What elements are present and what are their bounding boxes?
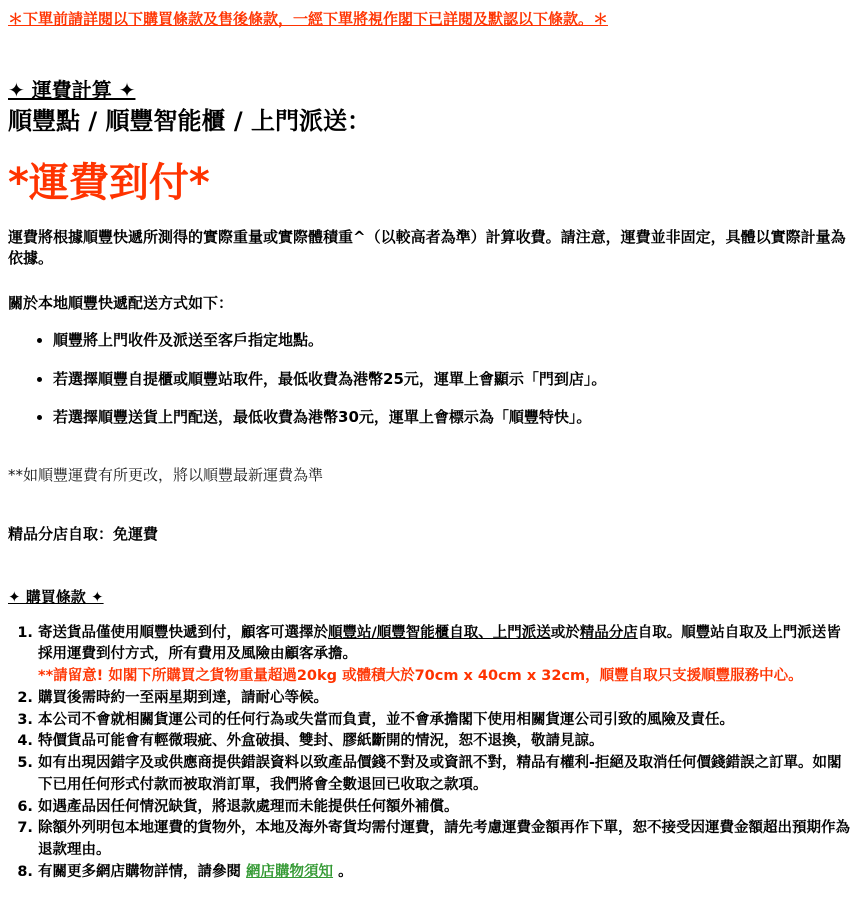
delivery-method-item: • 若選擇順豐送貨上門配送，最低收費為港幣30元，運單上會標示為「順豐特快」。 <box>53 408 853 428</box>
terms-item-5: 5. 如有出現因錯字及或供應商提供錯誤資料以致產品價錢不對及或資訊不對，精品有權利-拒絕及取消任何價錢錯誤之訂單。如閣下已用任何形式付款而被取消訂單，我們將會全數退回已收取之款項。 <box>38 753 853 797</box>
online-shopping-guide-link[interactable]: 網店購物須知 <box>246 863 334 880</box>
terms-item-1-weight-warning: **請留意! 如閣下所購買之貨物重量超過20kg 或體積大於70cm x 40cm x 32cm，順豐自取只支援順豐服務中心。 <box>38 668 803 685</box>
terms-item-8-text: 有關更多網店購物詳情，請參閱 <box>38 863 247 880</box>
delivery-method-item: • 順豐將上門收件及派送至客戶指定地點。 <box>53 331 853 351</box>
terms-item-1 <box>38 623 853 688</box>
terms-item-8-text: 。 <box>333 863 353 880</box>
shipping-fee-intro: 運費將根據順豐快遞所測得的實際重量或實際體積重^（以較高者為準）計算收費。請注意，運費並非固定，具體以實際計量為依據。 <box>8 227 846 268</box>
fee-update-note: **如順豐運費有所更改，將以順豐最新運費為準 <box>8 465 324 484</box>
shipping-calc-heading: ✦ 運費計算 ✦ <box>8 77 136 102</box>
terms-item-7: 7. 除額外列明包本地運費的貨物外，本地及海外寄貨均需付運費，請先考慮運費金額再作下單，恕不接受因運費金額超出預期作為退款理由。 <box>38 818 853 862</box>
purchase-terms-heading: ✦ 購買條款 ✦ <box>8 587 104 606</box>
terms-item-1-text: 自取。順豐站自取及上門派送皆採用運費到付方式，所有費用及風險由顧客承擔。 <box>38 624 841 663</box>
delivery-method-item: • 若選擇順豐自提櫃或順豐站取件，最低收費為港幣25元，運單上會顯示「門到店」。 <box>53 370 853 390</box>
store-pickup-free-note: 精品分店自取：免運費 <box>8 524 159 543</box>
terms-item-1-underline-sf-options: 順豐站/順豐智能櫃自取、上門派送 <box>328 624 551 641</box>
terms-item-8 <box>38 862 853 884</box>
terms-item-1-text: 或於 <box>550 624 580 641</box>
local-delivery-title: 關於本地順豐快遞配送方式如下： <box>8 294 234 313</box>
terms-item-6: 6. 如遇產品因任何情況缺貨，將退款處理而未能提供任何額外補償。 <box>38 797 853 819</box>
shipping-methods-subheading: 順豐點 / 順豐智能櫃 / 上門派送： <box>8 106 371 135</box>
terms-item-3: 3. 本公司不會就相關貨運公司的任何行為或失當而負責，並不會承擔閣下使用相關貨運公司引致的風險及責任。 <box>38 710 853 732</box>
terms-item-4: 4. 特價貨品可能會有輕微瑕疵、外盒破損、雙封、膠紙斷開的情況，恕不退換，敬請見諒。 <box>38 731 853 753</box>
terms-item-1-text: 寄送貨品僅使用順豐快遞到付，顧客可選擇於 <box>38 624 328 641</box>
freight-collect-banner: *運費到付* <box>8 159 210 206</box>
purchase-terms-list <box>8 623 853 884</box>
terms-item-2: 2. 購買後需時約一至兩星期到達，請耐心等候。 <box>38 688 853 710</box>
terms-item-1-underline-boutique: 精品分店 <box>579 624 638 641</box>
delivery-methods-list <box>8 331 853 428</box>
pre-order-notice: ＊下單前請詳閱以下購買條款及售後條款，一經下單將視作閣下已詳閱及默認以下條款。＊ <box>8 10 609 28</box>
